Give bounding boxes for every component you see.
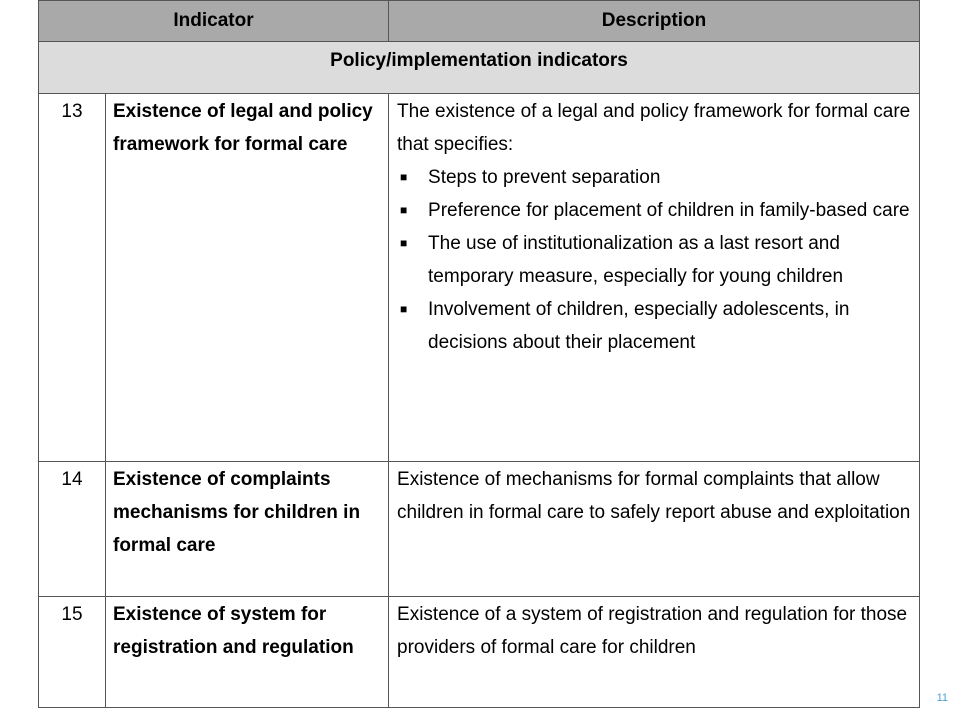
square-bullet-icon: ■ bbox=[400, 302, 408, 316]
row-indicator: Existence of system for registration and regulation bbox=[106, 597, 389, 708]
list-item bbox=[397, 293, 915, 359]
header-description: Description bbox=[389, 1, 920, 42]
row-indicator: Existence of legal and policy framework for formal care bbox=[106, 94, 389, 462]
table-row bbox=[39, 94, 920, 462]
row-number: 14 bbox=[39, 462, 106, 597]
list-item-text: The use of institutionalization as a last resort and temporary measure, especially for young children bbox=[428, 233, 844, 287]
list-item bbox=[397, 194, 915, 227]
row-description bbox=[389, 94, 920, 462]
table-row bbox=[39, 597, 920, 708]
list-item bbox=[397, 161, 915, 194]
section-row bbox=[39, 42, 920, 94]
page-number: 11 bbox=[936, 692, 948, 704]
description-bullet-list bbox=[397, 161, 915, 359]
description-text: The existence of a legal and policy framework for formal care that specifies: bbox=[397, 101, 911, 155]
list-item-text: Preference for placement of children in family-based care bbox=[428, 200, 910, 221]
square-bullet-icon: ■ bbox=[400, 170, 408, 184]
list-item-text: Steps to prevent separation bbox=[428, 167, 661, 188]
header-row bbox=[39, 1, 920, 42]
row-number: 13 bbox=[39, 94, 106, 462]
row-indicator: Existence of complaints mechanisms for children in formal care bbox=[106, 462, 389, 597]
square-bullet-icon: ■ bbox=[400, 236, 408, 250]
section-title: Policy/implementation indicators bbox=[39, 42, 920, 94]
row-description: Existence of mechanisms for formal complaints that allow children in formal care to safely report abuse and exploitation bbox=[389, 462, 920, 597]
square-bullet-icon: ■ bbox=[400, 203, 408, 217]
row-number: 15 bbox=[39, 597, 106, 708]
list-item bbox=[397, 227, 915, 293]
header-indicator: Indicator bbox=[39, 1, 389, 42]
indicators-table bbox=[38, 0, 920, 708]
list-item-text: Involvement of children, especially adolescents, in decisions about their placement bbox=[428, 299, 850, 353]
table-row bbox=[39, 462, 920, 597]
row-description: Existence of a system of registration and regulation for those providers of formal care for children bbox=[389, 597, 920, 708]
